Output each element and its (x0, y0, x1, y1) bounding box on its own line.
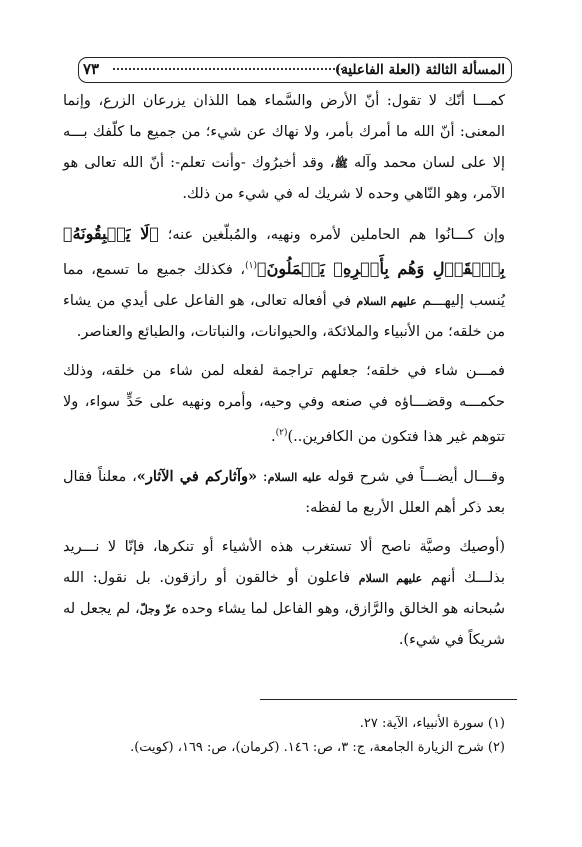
running-header (78, 57, 512, 83)
honorific: عليهم السلام (356, 294, 417, 308)
paragraph-1: كمـــا أنّك لا تقول: أنّ الأرض والسَّماء هما اللذان يزرعان الزرع، وإنما المعنى: أنّ الله ما أمرك بأمر، ولا نهاك عن شيء؛ من جميع ما كلّفك بـــه إلا على لسان محمد وآله ﷺ، وقد أخبرُوك -وأنت تعلم-: أنّ الله تعالى هو الآمر، وهو النّاهي وحده لا شريك له في شيء من ذلك. (63, 93, 505, 202)
paragraph-4: وقـــال أيضـــاً في شرح قوله عليه السلام: «وآثاركم في الآثار»، معلناً فقال بعد ذكر أهم العلل الأربع ما لفظه: (63, 467, 505, 516)
paragraph-3: فمـــن شاء في خلقه؛ جعلهم تراجمة لفعله لمن شاء من خلقه، وذلك حكمـــه وقضـــاؤه في صنعه وفي وحيه، وأمره ونهيه على حَدٍّ سواء، ولا تتوهم غير هذا فتكون من الكافرين..)$^{(٢)}$. (63, 362, 505, 445)
honorific: ﷺ (334, 157, 348, 170)
footnote-2: (٢) شرح الزيارة الجامعة، ج: ٣، ص: ١٤٦. (كرمان)، ص: ١٦٩، (كويت). (130, 740, 505, 755)
body-text (63, 86, 505, 656)
footnote-separator (260, 699, 517, 700)
footnote-ref-2: (٢) (275, 427, 288, 438)
footnotes (63, 712, 505, 760)
paragraph-5: (أوصيك وصيَّة ناصح ألا تستغرب هذه الأشياء أو تنكرها، فإنّا لا نـــريد بذلـــك أنهم عليهم السلام فاعلون أو خالقون أو رازقون. بل نقول: الله سُبحانه هو الخالق والرَّازق، وهو الفاعل لما يشاء وحده عزّ وجلّ، لم يجعل له شريكاً في شيء). (63, 538, 506, 648)
header-title: المسألة الثالثة (العلة الفاعلية) (334, 62, 505, 78)
page-number: ٧٣ (83, 60, 100, 78)
footnote-1: (١) سورة الأنبياء، الآية: ٢٧. (359, 716, 505, 731)
honorific: عليهم السلام (358, 571, 423, 585)
quoted-phrase: «وآثاركم في الآثار» (136, 467, 258, 485)
paragraph-2: وإن كـــانُوا هم الحاملين لأمره ونهيه، والمُبلّغين عنه؛ ﴿لَا يَسۡبِقُونَهُۥ بِٱلۡقَوۡلِ وَهُم بِأَمۡرِهِۦ يَعۡمَلُونَ﴾$^{(١)}$، فكذلك جميع ما تسمع، مما يُنسب إليهـــم عليهم السلام في أفعاله تعالى، هو الفاعل على أيدي من يشاء من خلقه؛ من الأنبياء والملائكة، والحيوانات، والنباتات، والطبائع والعناصر. (63, 224, 506, 340)
footnote-ref-1: (١) (245, 261, 257, 271)
quran-verse: ﴿لَا يَسۡبِقُونَهُۥ بِٱلۡقَوۡلِ وَهُم بِأَمۡرِهِۦ يَعۡمَلُونَ﴾ (63, 224, 505, 278)
honorific: عزّ وجلّ (139, 602, 177, 616)
honorific: عليه السلام (267, 470, 322, 484)
header-dot-leader (113, 68, 351, 70)
